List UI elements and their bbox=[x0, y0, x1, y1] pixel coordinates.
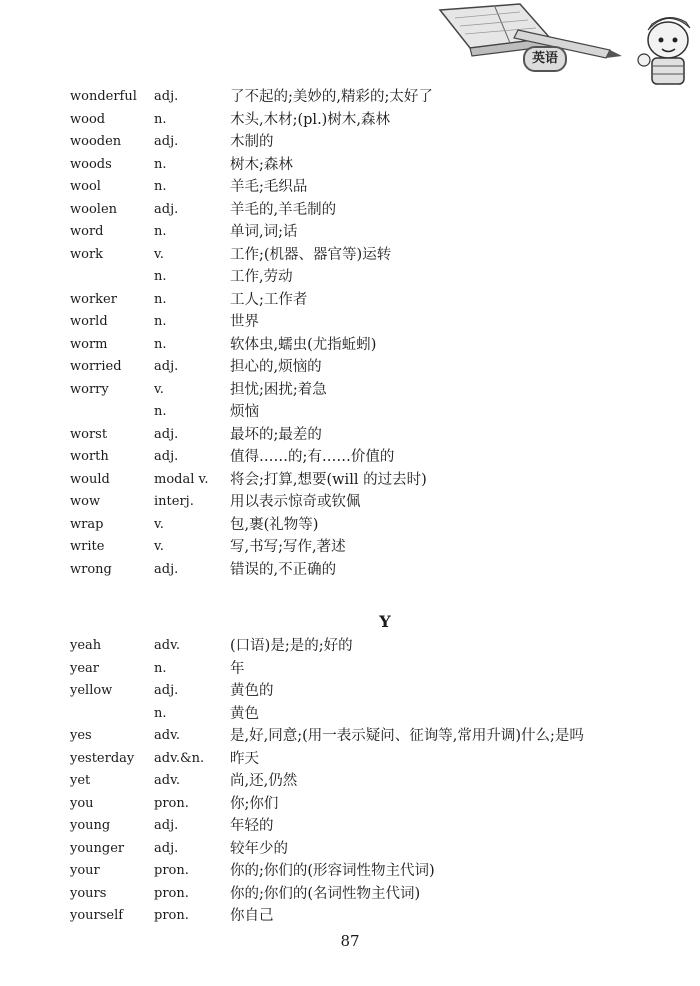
vocab-entry bbox=[70, 514, 670, 537]
entry-part-of-speech: n. bbox=[154, 660, 167, 676]
entry-part-of-speech: n. bbox=[154, 156, 167, 172]
entry-part-of-speech: adj. bbox=[154, 359, 179, 374]
vocab-entry bbox=[70, 176, 670, 199]
subject-badge: 英语 bbox=[523, 46, 567, 72]
entry-meaning: 尚,还,仍然 bbox=[230, 773, 298, 789]
vocab-entry bbox=[70, 199, 670, 222]
entry-meaning: 用以表示惊奇或钦佩 bbox=[230, 494, 361, 510]
vocab-entry bbox=[70, 446, 670, 469]
entry-part-of-speech: v. bbox=[154, 516, 164, 532]
entry-part-of-speech: adv.&n. bbox=[154, 750, 205, 766]
entry-part-of-speech: adj. bbox=[154, 201, 179, 217]
page-number: 87 bbox=[340, 932, 360, 950]
entry-word: woods bbox=[70, 156, 112, 172]
vocab-entry bbox=[70, 491, 670, 514]
vocab-entry bbox=[70, 680, 670, 703]
entry-part-of-speech: adj. bbox=[154, 840, 179, 856]
vocab-entry bbox=[70, 221, 670, 244]
entry-meaning: 年轻的 bbox=[230, 818, 274, 834]
header-decoration bbox=[400, 0, 700, 90]
vocab-entry bbox=[70, 703, 670, 726]
entry-word: worried bbox=[70, 359, 122, 374]
entry-meaning: 黄色的 bbox=[230, 683, 274, 699]
vocab-entry bbox=[70, 860, 670, 883]
entry-meaning: 值得……的;有……价值的 bbox=[230, 449, 395, 465]
entry-word: world bbox=[70, 314, 108, 329]
entry-meaning: 你的;你们的(形容词性物主代词) bbox=[230, 863, 435, 879]
entry-part-of-speech: modal v. bbox=[154, 471, 209, 487]
entry-part-of-speech: n. bbox=[154, 111, 167, 127]
entry-meaning: 工人;工作者 bbox=[230, 291, 308, 308]
entry-meaning: 工作,劳动 bbox=[230, 269, 293, 285]
entry-word: word bbox=[70, 224, 104, 239]
vocab-entry bbox=[70, 424, 670, 447]
entry-meaning: 树木;森林 bbox=[230, 156, 293, 173]
entry-part-of-speech: adj. bbox=[154, 683, 179, 698]
entry-word: wonderful bbox=[70, 89, 137, 104]
vocab-entry bbox=[70, 334, 670, 357]
entry-meaning: 工作;(机器、器官等)运转 bbox=[230, 246, 392, 263]
vocab-entry bbox=[70, 793, 670, 816]
entry-word: your bbox=[70, 863, 100, 878]
vocab-entry bbox=[70, 131, 670, 154]
entry-word: wrong bbox=[70, 561, 112, 577]
entry-meaning: 木制的 bbox=[230, 134, 274, 150]
entry-word: yellow bbox=[70, 683, 113, 698]
vocab-entry bbox=[70, 838, 670, 861]
entry-meaning: 木头,木材;(pl.)树木,森林 bbox=[230, 111, 390, 128]
vocab-entry bbox=[70, 770, 670, 793]
entry-part-of-speech: adj. bbox=[154, 818, 179, 833]
section-heading-y: Y bbox=[379, 612, 391, 631]
entry-word: yourself bbox=[70, 908, 124, 923]
vocab-entry bbox=[70, 289, 670, 312]
entry-word: worker bbox=[70, 291, 117, 307]
entry-word: yours bbox=[70, 885, 107, 901]
entry-meaning: 羊毛的,羊毛制的 bbox=[230, 201, 337, 218]
entry-word: wow bbox=[70, 494, 101, 509]
entry-word: yes bbox=[70, 728, 92, 743]
entry-word: write bbox=[70, 539, 105, 554]
entry-word: worm bbox=[70, 336, 108, 352]
entry-meaning: 烦恼 bbox=[230, 404, 259, 420]
vocab-entry bbox=[70, 356, 670, 379]
vocab-entry bbox=[70, 725, 670, 748]
entry-part-of-speech: adv. bbox=[154, 728, 181, 743]
entry-meaning: 世界 bbox=[230, 314, 259, 330]
vocab-entry bbox=[70, 815, 670, 838]
vocab-entry bbox=[70, 658, 670, 681]
section-gap bbox=[70, 581, 670, 609]
entry-meaning: 包,裹(礼物等) bbox=[230, 516, 319, 533]
entry-meaning: 羊毛;毛织品 bbox=[230, 179, 308, 195]
entry-part-of-speech: v. bbox=[154, 246, 164, 262]
entry-part-of-speech: n. bbox=[154, 291, 167, 307]
entry-part-of-speech: n. bbox=[154, 404, 167, 419]
entry-part-of-speech: pron. bbox=[154, 908, 189, 923]
vocab-entry bbox=[70, 311, 670, 334]
vocab-entry bbox=[70, 905, 670, 928]
entry-meaning: 软体虫,蠕虫(尤指蚯蚓) bbox=[230, 336, 377, 353]
entry-part-of-speech: adv. bbox=[154, 773, 181, 788]
vocab-entry bbox=[70, 883, 670, 906]
entry-meaning: 最坏的;最差的 bbox=[230, 426, 322, 443]
entry-meaning: 你自己 bbox=[230, 908, 274, 924]
entry-word: worth bbox=[70, 449, 109, 464]
vocab-entry bbox=[70, 536, 670, 559]
entry-word: work bbox=[70, 246, 104, 262]
entry-word: year bbox=[70, 660, 100, 676]
entry-part-of-speech: v. bbox=[154, 381, 164, 397]
vocab-entry bbox=[70, 469, 670, 492]
entry-meaning: 写,书写;写作,著述 bbox=[230, 539, 346, 555]
vocab-entry bbox=[70, 109, 670, 132]
entry-meaning: 黄色 bbox=[230, 705, 259, 722]
entry-word: wool bbox=[70, 179, 101, 194]
entry-part-of-speech: adj. bbox=[154, 134, 179, 149]
entry-meaning: 了不起的;美妙的,精彩的;太好了 bbox=[230, 89, 433, 105]
entry-word: yesterday bbox=[70, 750, 135, 766]
vocab-entry bbox=[70, 401, 670, 424]
section-y bbox=[70, 635, 670, 928]
vocab-entry bbox=[70, 86, 670, 109]
entry-word: would bbox=[70, 471, 110, 487]
entry-part-of-speech: adv. bbox=[154, 638, 181, 653]
entry-part-of-speech: n. bbox=[154, 224, 167, 239]
cartoon-kid-icon bbox=[638, 17, 690, 84]
entry-meaning: 是,好,同意;(用一表示疑问、征询等,常用升调)什么;是吗 bbox=[230, 728, 584, 744]
entry-meaning: (口语)是;是的;好的 bbox=[230, 638, 353, 654]
entry-part-of-speech: adj. bbox=[154, 561, 179, 577]
vocab-entry bbox=[70, 635, 670, 658]
vocab-entry bbox=[70, 266, 670, 289]
entry-part-of-speech: pron. bbox=[154, 795, 189, 811]
vocab-entry bbox=[70, 559, 670, 582]
entry-word: yet bbox=[70, 773, 91, 788]
entry-part-of-speech: pron. bbox=[154, 863, 189, 878]
vocab-entry bbox=[70, 244, 670, 267]
entry-word: yeah bbox=[70, 638, 102, 653]
entry-part-of-speech: adj. bbox=[154, 449, 179, 464]
entry-part-of-speech: interj. bbox=[154, 494, 194, 509]
entry-part-of-speech: pron. bbox=[154, 885, 189, 901]
entry-word: worry bbox=[70, 381, 109, 397]
entry-word: worst bbox=[70, 426, 108, 442]
entry-meaning: 单词,词;话 bbox=[230, 224, 298, 240]
entry-part-of-speech: v. bbox=[154, 539, 164, 554]
entry-part-of-speech: n. bbox=[154, 705, 167, 721]
entry-part-of-speech: adj. bbox=[154, 89, 179, 104]
entry-word: wrap bbox=[70, 516, 104, 532]
entry-meaning: 你的;你们的(名词性物主代词) bbox=[230, 885, 421, 902]
entry-word: younger bbox=[70, 840, 125, 856]
entry-word: wooden bbox=[70, 134, 122, 149]
entry-word: woolen bbox=[70, 201, 118, 217]
entry-meaning: 担心的,烦恼的 bbox=[230, 359, 322, 375]
entry-part-of-speech: n. bbox=[154, 314, 167, 329]
vocab-entry bbox=[70, 379, 670, 402]
entry-meaning: 你;你们 bbox=[230, 795, 279, 812]
vocabulary-list bbox=[70, 86, 670, 928]
entry-meaning: 将会;打算,想要(will 的过去时) bbox=[230, 471, 427, 488]
vocab-entry bbox=[70, 154, 670, 177]
entry-word: you bbox=[70, 795, 94, 811]
entry-part-of-speech: n. bbox=[154, 269, 167, 284]
entry-meaning: 担忧;困扰;着急 bbox=[230, 381, 327, 398]
entry-part-of-speech: n. bbox=[154, 336, 167, 352]
entry-word: wood bbox=[70, 111, 106, 127]
entry-meaning: 错误的,不正确的 bbox=[230, 561, 337, 578]
section-w bbox=[70, 86, 670, 581]
entry-meaning: 较年少的 bbox=[230, 840, 288, 857]
entry-meaning: 昨天 bbox=[230, 750, 259, 767]
entry-word: young bbox=[70, 818, 111, 833]
vocab-entry bbox=[70, 748, 670, 771]
entry-meaning: 年 bbox=[230, 660, 245, 677]
entry-part-of-speech: adj. bbox=[154, 426, 179, 442]
entry-part-of-speech: n. bbox=[154, 179, 167, 194]
